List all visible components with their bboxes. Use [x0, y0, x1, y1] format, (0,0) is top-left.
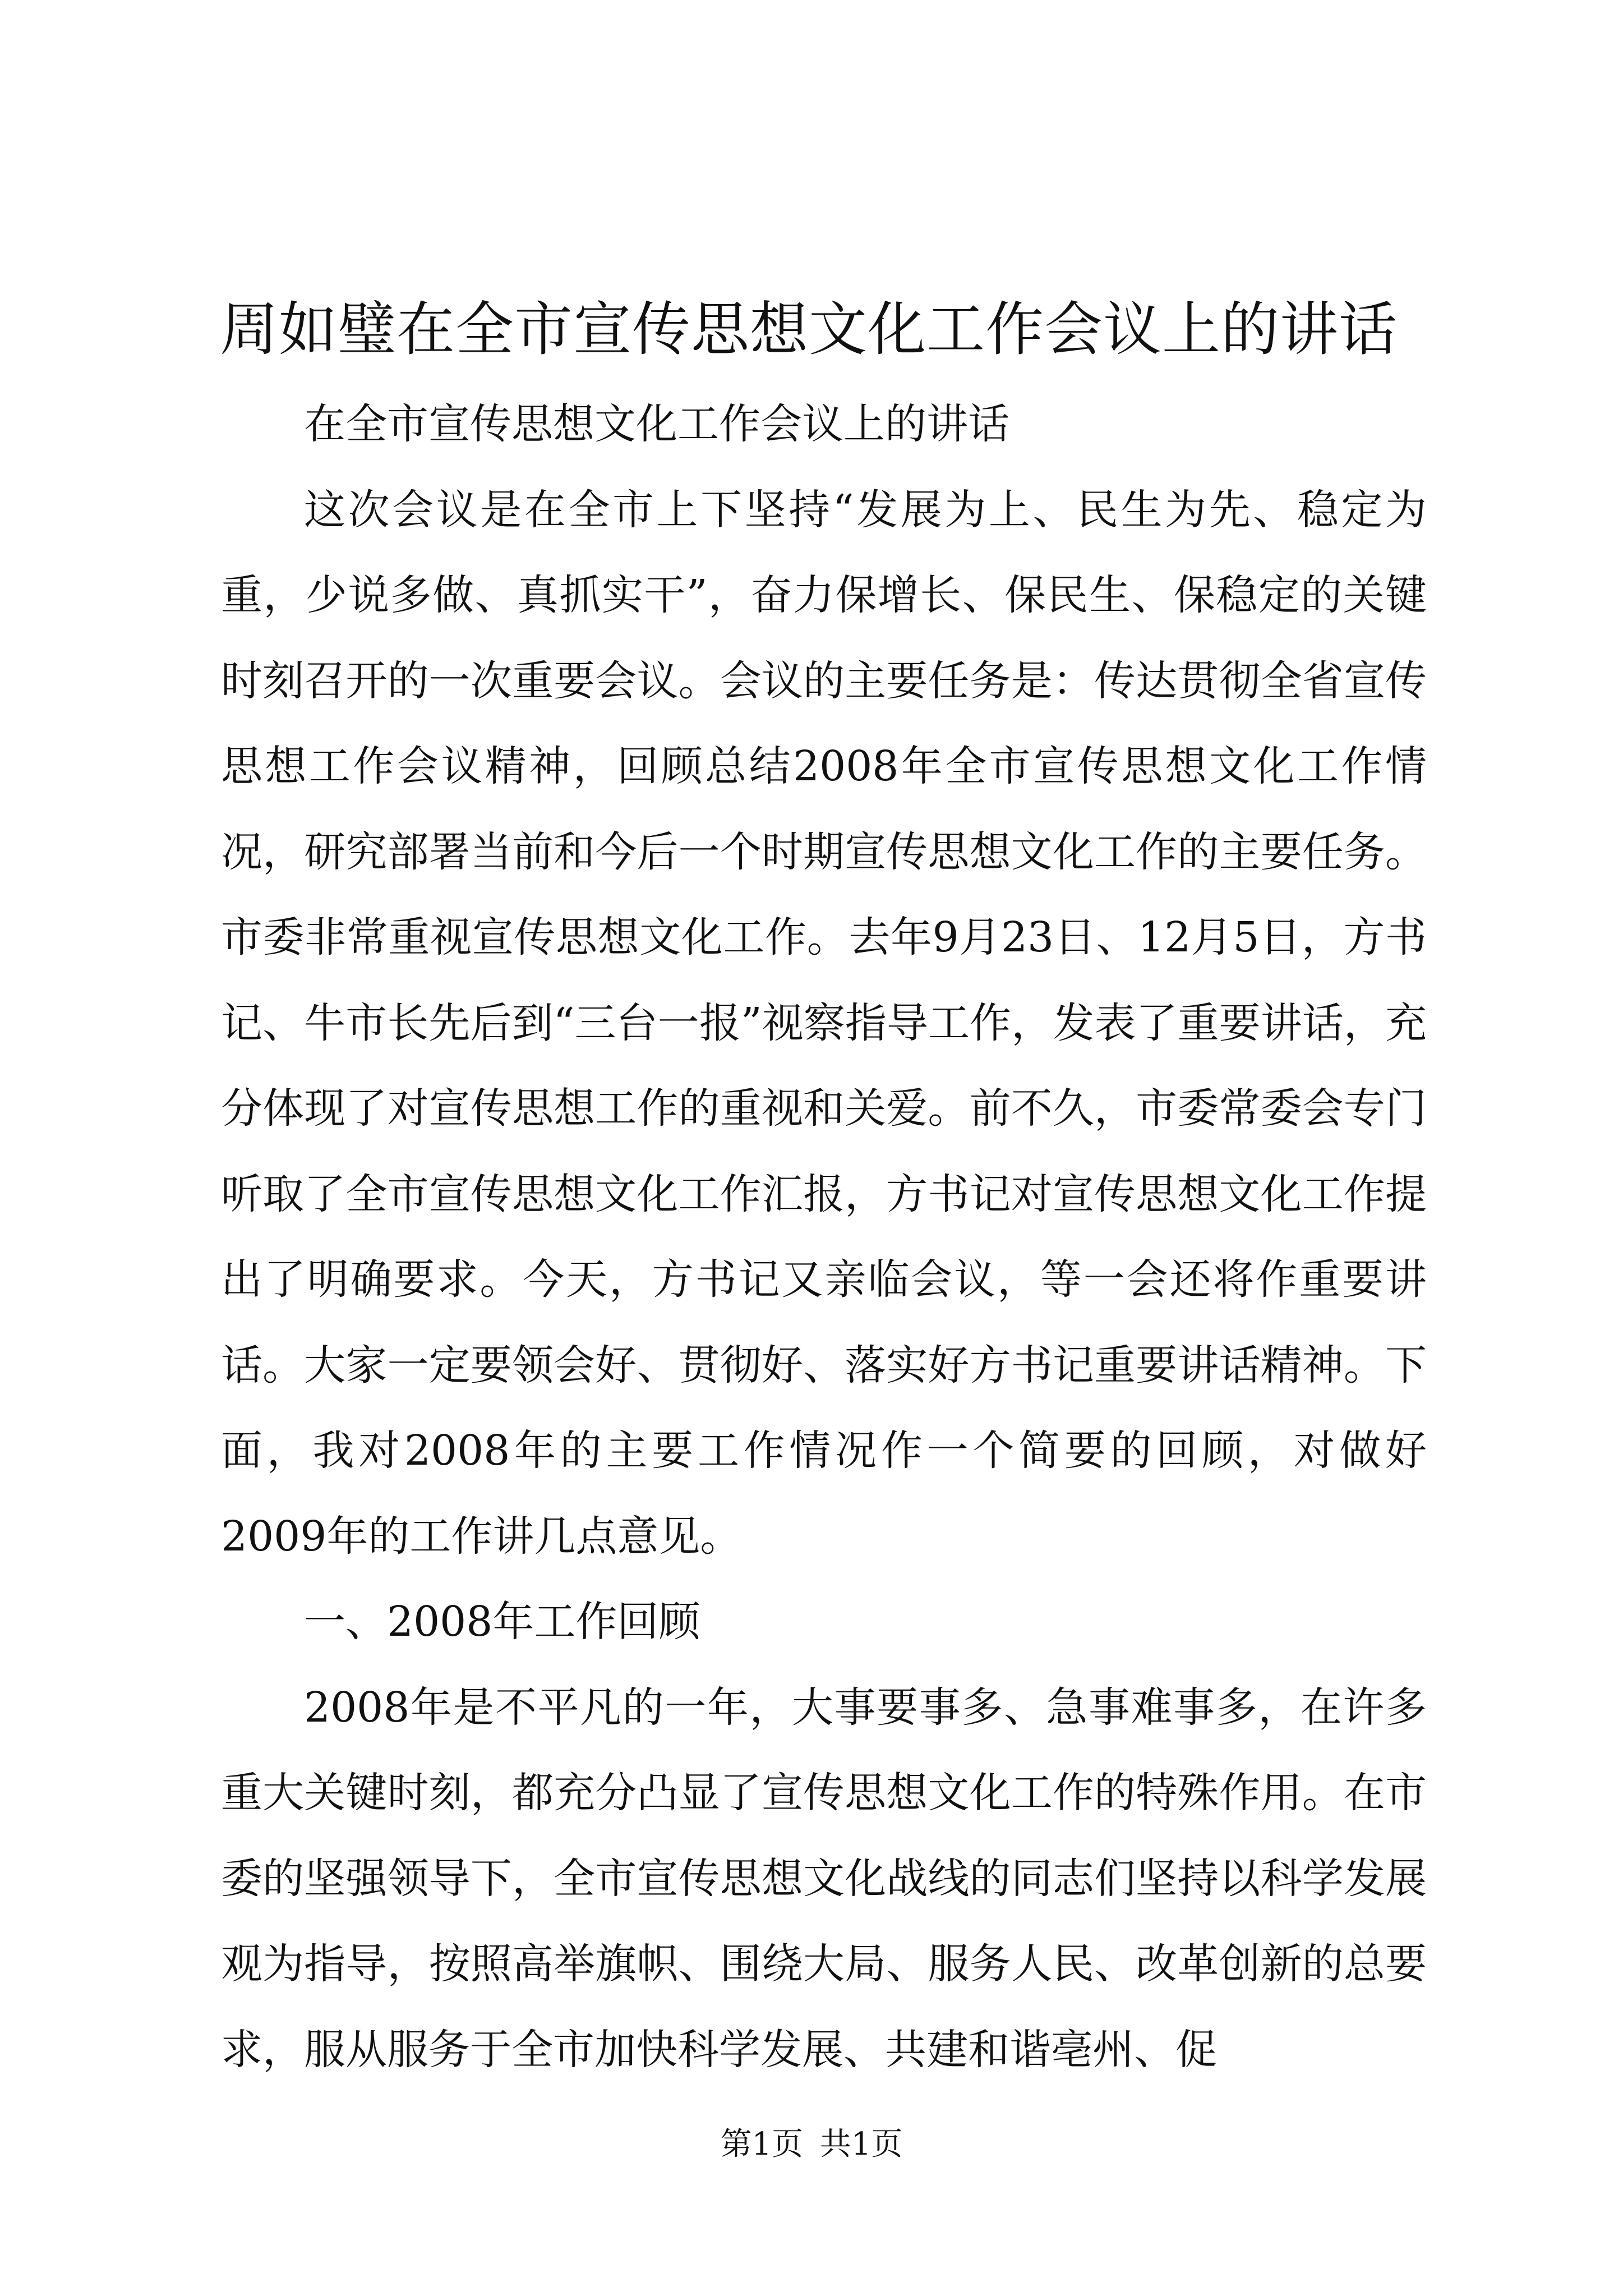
body-paragraph: 这次会议是在全市上下坚持“发展为上、民生为先、稳定为重，少说多做、真抓实干”，奋力保增长、保民生、保稳定的关键时刻召开的一次重要会议。会议的主要任务是：传达贯彻全省宣传思想工作会议精神，回顾总结2008年全市宣传思想文化工作情况，研究部署当前和今后一个时期宣传思想文化工作的主要任务。市委非常重视宣传思想文化工作。去年9月23日、12月5日，方书记、牛市长先后到“三台一报”视察指导工作，发表了重要讲话，充分体现了对宣传思想工作的重视和关爱。前不久，市委常委会专门听取了全市宣传思想文化工作汇报，方书记对宣传思想文化工作提出了明确要求。今天，方书记又亲临会议，等一会还将作重要讲话。大家一定要领会好、贯彻好、落实好方书记重要讲话精神。下面，我对2008年的主要工作情况作一个简要的回顾，对做好2009年的工作讲几点意见。: [221, 485, 1427, 1561]
body-paragraph: 2008年是不平凡的一年，大事要事多、急事难事多，在许多重大关键时刻，都充分凸显了宣传思想文化工作的特殊作用。在市委的坚强领导下，全市宣传思想文化战线的同志们坚持以科学发展观为指导，按照高举旗帜、围绕大局、服务人民、改革创新的总要求，服从服务于全市加快科学发展、共建和谐亳州、促: [221, 1683, 1427, 2074]
subtitle-paragraph: 在全市宣传思想文化工作会议上的讲话: [304, 400, 1009, 448]
page-footer: [0, 2125, 1623, 2164]
document-body: [221, 381, 1427, 2092]
page-number: 第1页: [720, 2126, 804, 2162]
page-total: 共1页: [819, 2126, 903, 2162]
document-title: 周如璧在全市宣传思想文化工作会议上的讲话: [220, 295, 1398, 364]
section-heading: 一、2008年工作回顾: [304, 1598, 700, 1646]
